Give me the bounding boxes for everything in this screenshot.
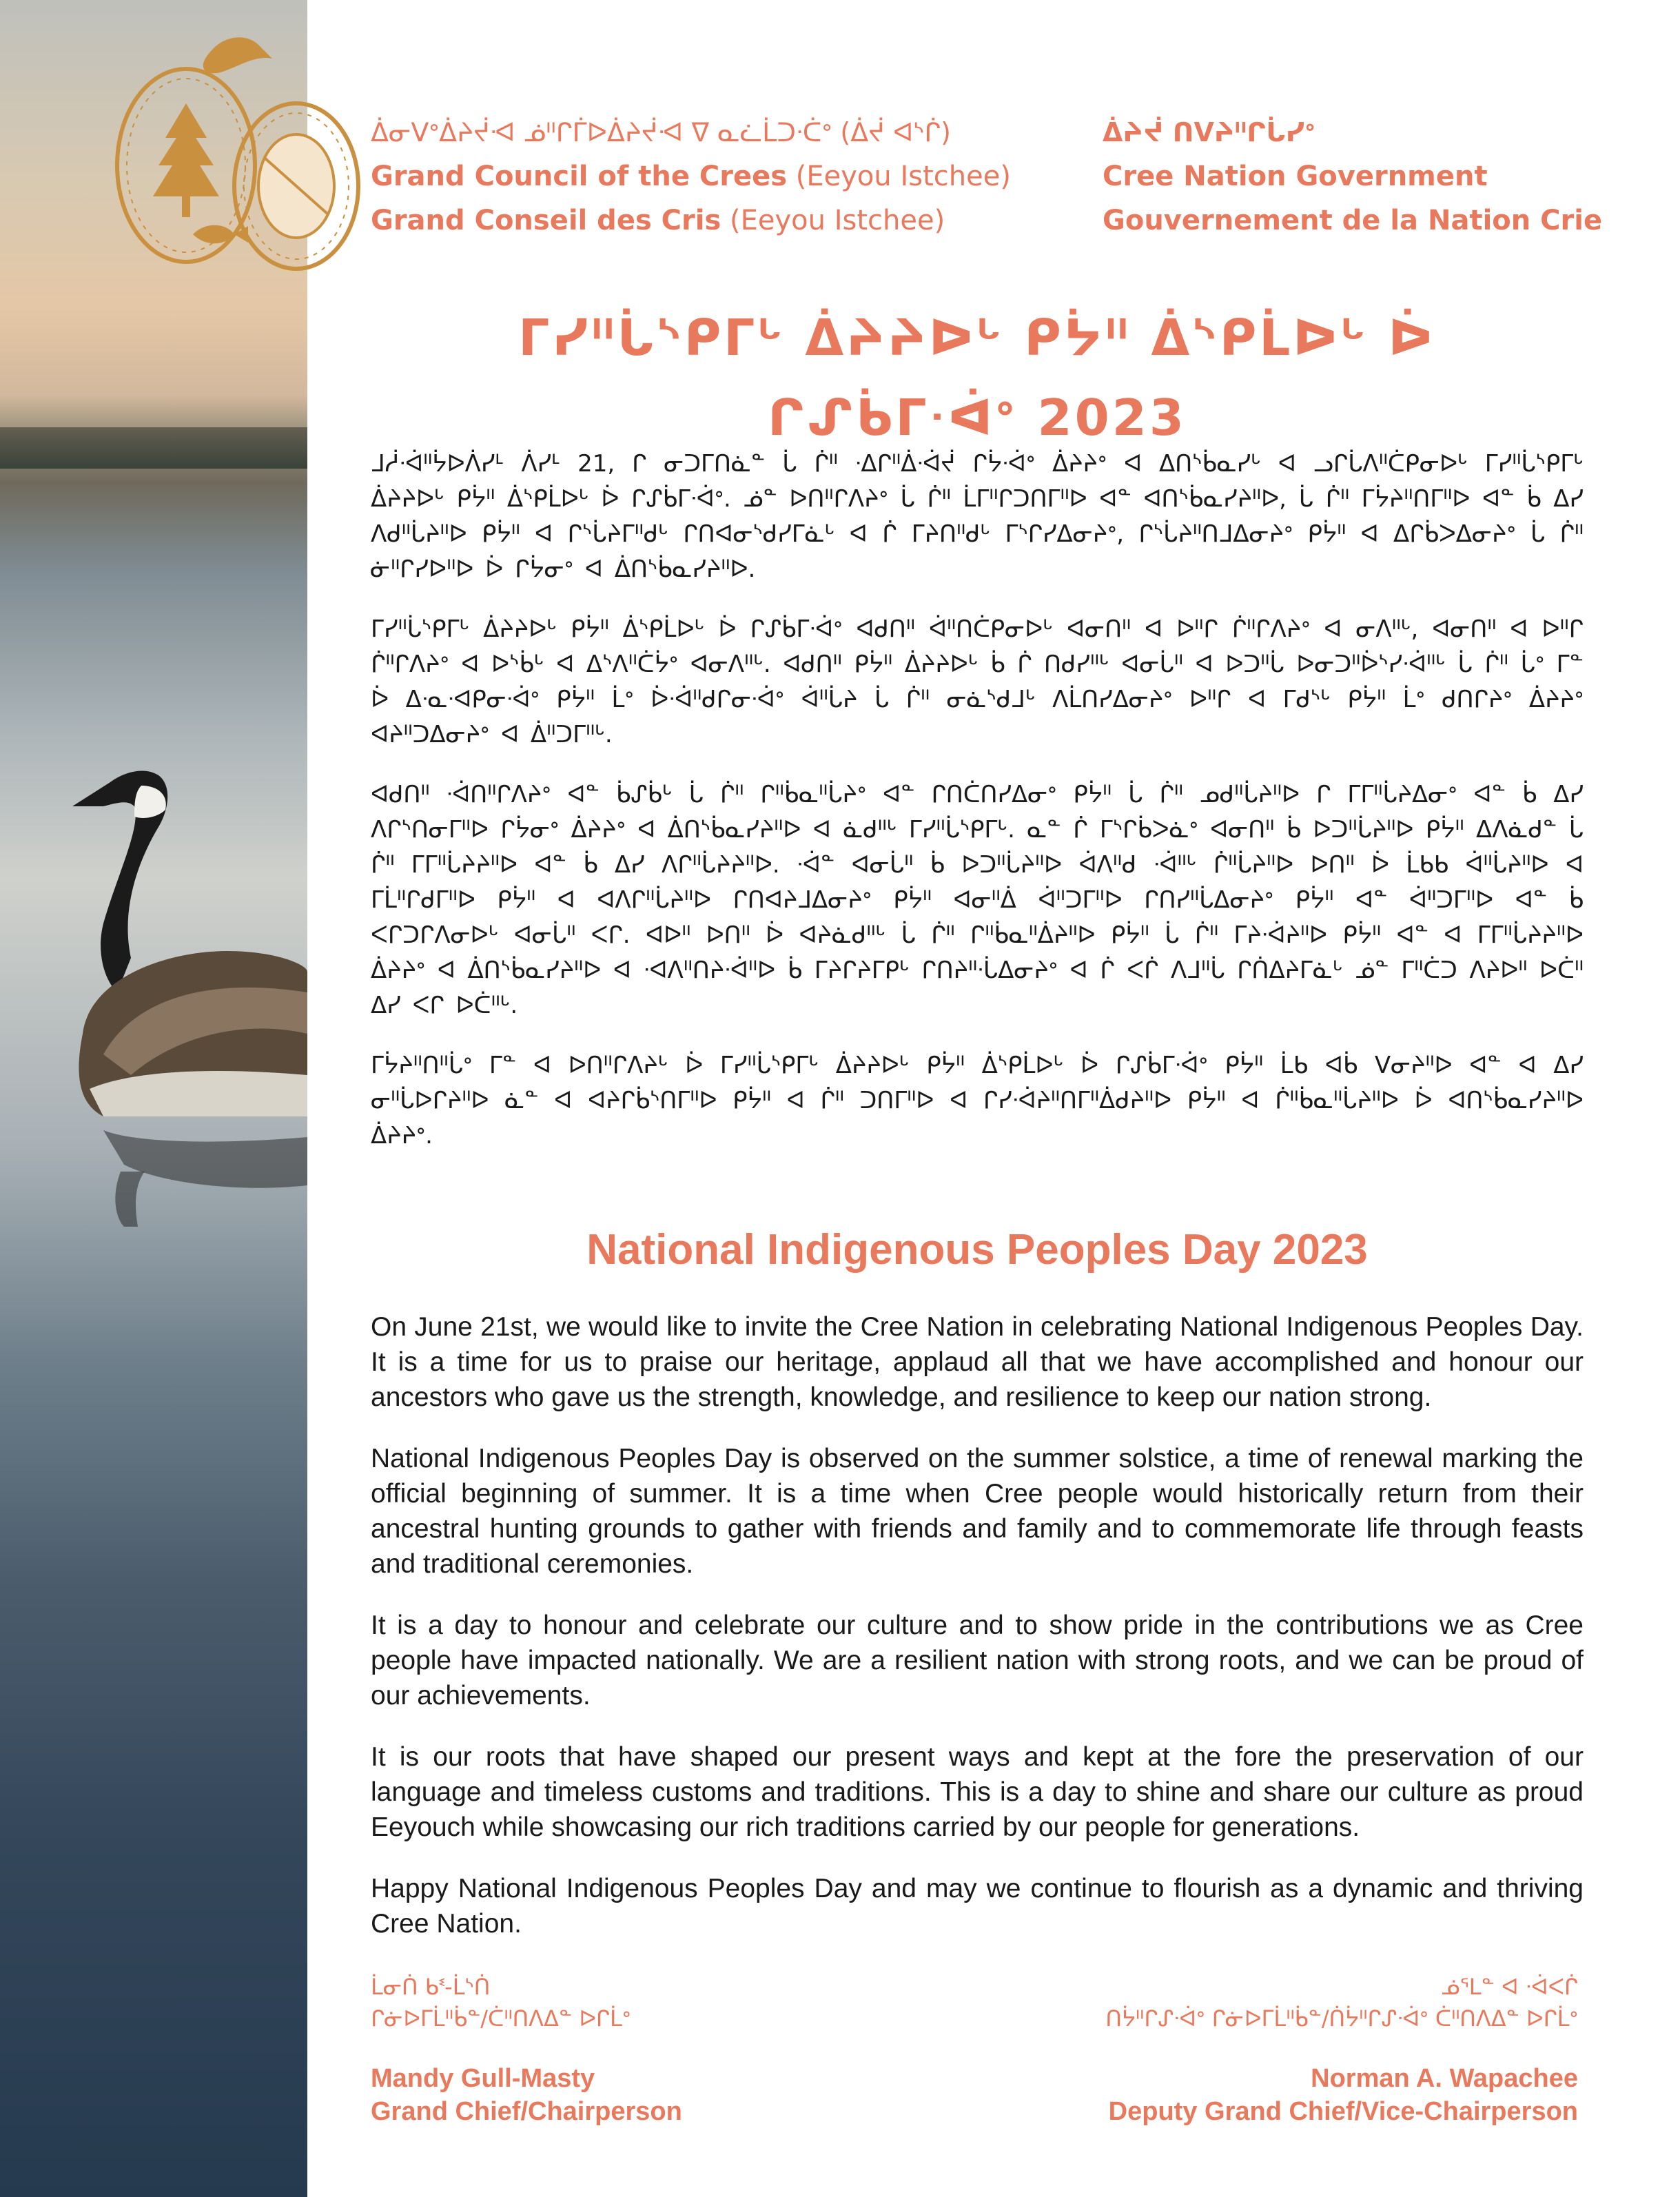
crees-logo (110, 28, 372, 276)
cree-title-line1: ᒥᓯᐦᒑᔅᑭᒥᒡ ᐄᔨᔨᐅᒡ ᑭᔮᐦ ᐄᔅᑭᒫᐅᒡ ᐆ (518, 309, 1436, 367)
canada-goose-image (0, 744, 307, 1227)
signature-right-syl-title: ᑎᔮᐦᒋᔑᐧᐋᐤ ᒋᓃᐅᒥᒫᐦᑳᓐ/ᑏᔮᐦᒋᔑᐧᐋᐤ ᑖᐦᑎᐱᐃᓐ ᐅᒋᒫᐤ (1105, 2005, 1578, 2032)
signature-left (371, 1971, 682, 2128)
gov-name-en-text: Cree Nation Government (1103, 161, 1488, 192)
gov-name-fr (1103, 198, 1602, 243)
header-left-syllabics: ᐄᓂᐯᐤᐄᔨᔫᐗ ᓅᐦᒋᒦᐅᐄᔨᔫᐗ ᐁ ᓇᓛᒫᑐᐧᑖᐤ (ᐄᔫ ᐊᔅᒌ) (371, 117, 951, 147)
header-left (371, 110, 1011, 243)
signature-right-title: Deputy Grand Chief/Vice-Chairperson (1108, 2097, 1578, 2126)
english-body (371, 1309, 1584, 1968)
header-right (1103, 110, 1602, 243)
org-name-fr-bold: Grand Conseil des Cris (371, 205, 721, 236)
cree-title (371, 298, 1584, 458)
cree-paragraph: ᒥᓯᐦᒑᔅᑭᒥᒡ ᐄᔨᔨᐅᒡ ᑭᔮᐦ ᐄᔅᑭᒫᐅᒡ ᐆ ᒋᔑᑳᒥᐧᐋᐤ ᐊᑯᑎᐦ ᐋᐦᑎᑖᑭᓂᐅᒡ ᐊᓂᑎᐦ ᐊ ᐅᐦᒋ ᒌᐦᒋᐱᔨᐤ ᐊ ᓂᐱᐦᒡ, ᐊᓂᑎᐦ ᐊ ᐅᐦᒋ ᒌᐦᒋᐱᔨᐤ ᐊ ᐅᔅᑳᒡ ᐊ ᐃᔅᐱᐦᑖᔮᐤ ᐊᓂᐱᐦᒡ. ᐊᑯᑎᐦ ᑭᔮᐦ ᐄᔨᔨᐅᒡ ᑳ ᒌ ᑎᑯᓯᐦᒡ ᐊᓂᒑᐦ ᐊ ᐅᑐᐦᒑ ᐅᓂᑐᐦᐆᔅᓯᐧᐋᐦᒡ ᒑ ᒌᐦ ᒑᐤ ᒥᓐ ᐆ ᐃᐧᓇᐧᐊᑭᓂᐧᐋᐤ ᑭᔮᐦ ᒫᐤ ᐆᐧᐋᐦᑯᒋᓂᐧᐋᐤ ᐋᐦᒑᔨ ᒑ ᒌᐦ ᓂᓈᔅᑯᒧᒡ ᐱᒫᑎᓯᐃᓂᔨᐤ ᐅᐦᒋ ᐊ ᒥᑯᔅᒡ ᑭᔮᐦ ᒫᐤ ᑯᑎᒋᔨᐤ ᐄᔨᔨᐤ ᐊᔨᐦᑐᐃᓂᔨᐤ ᐊ ᐄᐦᑐᒥᐦᒡ. (371, 615, 1584, 748)
org-name-fr (371, 198, 1011, 243)
cree-title-line2: ᒋᔑᑳᒥᐧᐋᐤ 2023 (768, 389, 1187, 447)
treeline (0, 427, 307, 469)
org-name-en-paren: (Eeyou Istchee) (795, 161, 1011, 192)
english-paragraph: It is our roots that have shaped our present ways and kept at the fore the preservation of our language and timeless customs and traditions. This is a day to shine and share our culture as proud Eeyouch while showcasing our rich traditions carried by our people for generations. (371, 1742, 1584, 1842)
signature-right-syl-name: ᓅᕐᒪᓐ ᐊ ᐧᐋᐸᒌ (1441, 1974, 1578, 2000)
english-title: National Indigenous Peoples Day 2023 (586, 1226, 1368, 1274)
gov-name-en (1103, 154, 1602, 198)
signature-left-title: Grand Chief/Chairperson (371, 2097, 682, 2126)
org-name-en (371, 154, 1011, 198)
org-name-fr-paren: (Eeyou Istchee) (730, 205, 945, 236)
signature-left-syl-name: ᒫᓂᑏ ᑲᓫ-ᒫᔅᑏ (371, 1974, 491, 2000)
org-name-en-bold: Grand Council of the Crees (371, 161, 788, 192)
cree-body (371, 447, 1584, 1178)
english-paragraph: Happy National Indigenous Peoples Day and may we continue to flourish as a dynamic and thriving Cree Nation. (371, 1874, 1584, 1939)
signature-left-syl-title: ᒋᓃᐅᒥᒫᐦᑳᓐ/ᑖᐦᑎᐱᐃᓐ ᐅᒋᒫᐤ (371, 2005, 631, 2032)
gov-name-fr-text: Gouvernement de la Nation Crie (1103, 205, 1603, 236)
cree-paragraph: ᒥᔮᔨᐦᑎᐦᒑᐤ ᒥᓐ ᐊ ᐅᑎᐦᒋᐱᔨᒡ ᐆ ᒥᓯᐦᒑᔅᑭᒥᒡ ᐄᔨᔨᐅᒡ ᑭᔮᐦ ᐄᔅᑭᒫᐅᒡ ᐆ ᒋᔑᑳᒥᐧᐋᐤ ᑭᔮᐦ ᒫᑲ ᐊᑳ ᐯᓂᔨᐦᐅ ᐊᓐ ᐊ ᐃᓯ ᓂᐦᒑᐅᒋᔨᐦᐅ ᓈᓐ ᐊ ᐊᔨᒋᑳᔅᑎᒥᐦᐅ ᑭᔮᐦ ᐊ ᒌᐦ ᑐᑎᒥᐦᐅ ᐊ ᒋᓯᐧᐋᔨᐦᑎᒥᐦᐄᑯᔨᐦᐅ ᑭᔮᐦ ᐊ ᒌᐦᑳᓇᐦᒑᔨᐦᐅ ᐆ ᐊᑎᔅᑳᓇᓯᔨᐦᐅ ᐄᔨᔨᐤ. (371, 1052, 1584, 1149)
lake-photo-band (0, 0, 307, 2197)
header-right-syllabics: ᐄᔨᔫ ᑎᐯᔨᐦᒋᒑᓯᐤ (1103, 117, 1315, 147)
english-paragraph: National Indigenous Peoples Day is observed on the summer solstice, a time of renewal marking the official beginning of summer. It is a time when Cree people would historically return from their ancestral hunting grounds to gather with friends and family and to commemorate life through feasts and traditional ceremonies. (371, 1444, 1584, 1579)
english-paragraph: On June 21st, we would like to invite the Cree Nation in celebrating National Indigenous Peoples Day. It is a time for us to praise our heritage, applaud all that we have accomplished and honour our ancestors who gave us the strength, knowledge, and resilience to keep our nation strong. (371, 1312, 1584, 1412)
signature-right (1105, 1971, 1578, 2128)
cree-paragraph: ᒧᓲᐧᐋᐦᔮᐅᐲᓯᒻ ᐲᓯᒻ 21, ᒋ ᓂᑐᒥᑎᓈᓐ ᒑ ᒌᐦ ᐧᐃᒋᐦᐄᐧᐋᔫ ᒋᔮᐧᐋᐤ ᐄᔨᔨᐤ ᐊ ᐃᑎᔅᑳᓇᓯᒡ ᐊ ᓗᒋᒑᐱᐦᑖᑭᓂᐅᒡ ᒥᓯᐦᒑᔅᑭᒥᒡ ᐄᔨᔨᐅᒡ ᑭᔮᐦ ᐄᔅᑭᒫᐅᒡ ᐆ ᒋᔑᑳᒥᐧᐋᐤ. ᓅᓐ ᐅᑎᐦᒋᐱᔨᐤ ᒑ ᒌᐦ ᒫᒥᐦᒋᑐᑎᒥᐦᐅ ᐊᓐ ᐊᑎᔅᑳᓇᓯᔨᐦᐅ, ᒑ ᒌᐦ ᒥᔮᔨᐦᑎᒥᐦᐅ ᐊᓐ ᑳ ᐃᓯ ᐱᑯᐦᒑᔨᐦᐅ ᑭᔮᐦ ᐊ ᒋᔅᒑᔨᒥᐦᑯᒡ ᒋᑎᐊᓂᔅᑯᓯᒥᓈᒡ ᐊ ᒌ ᒥᔨᑎᐦᑯᒡ ᒥᔅᒋᓯᐃᓂᔨᐤ, ᒋᔅᒑᔨᐦᑎᒧᐃᓂᔨᐤ ᑭᔮᐦ ᐊ ᐃᒋᑳᐳᐃᓂᔨᐤ ᒑ ᒌᐦ ᓃᐦᒋᓯᐅᐦᐅ ᐆ ᒋᔮᓂᐤ ᐊ ᐄᑎᔅᑳᓇᓯᔨᐦᐅ. (371, 450, 1584, 583)
signature-right-name: Norman A. Wapachee (1311, 2064, 1578, 2093)
cree-paragraph: ᐊᑯᑎᐦ ᐧᐋᑎᐦᒋᐱᔨᐤ ᐊᓐ ᑳᔑᑳᒡ ᒑ ᒌᐦ ᒋᐦᑳᓇᐦᒑᔨᐤ ᐊᓐ ᒋᑎᑖᑎᓯᐃᓂᐤ ᑭᔮᐦ ᒑ ᒌᐦ ᓄᑯᐦᒑᔨᐦᐅ ᒋ ᒥᒥᐦᒑᔨᐃᓂᐤ ᐊᓐ ᑳ ᐃᓯ ᐱᒋᔅᑎᓂᒥᐦᐅ ᒋᔮᓂᐤ ᐄᔨᔨᐤ ᐊ ᐄᑎᔅᑳᓇᓯᔨᐦᐅ ᐊ ᓈᑯᐦᒡ ᒥᓯᐦᒑᔅᑭᒥᒡ. ᓇᓐ ᒌ ᒥᔅᒋᑳᐳᓈᐤ ᐊᓂᑎᐦ ᑳ ᐅᑐᐦᒑᔨᐦᐅ ᑭᔮᐦ ᐃᐱᓈᑯᓐ ᒑ ᒌᐦ ᒥᒥᐦᒑᔨᔨᐦᐅ ᐊᓐ ᑳ ᐃᓯ ᐱᒋᐦᒑᔨᔨᐦᐅ. ᐧᐋᓐ ᐊᓂᒑᐦ ᑳ ᐅᑐᐦᒑᔨᐦᐅ ᐋᐱᐦᑯ ᐧᐋᐦᒡ ᒌᐦᒑᔨᐦᐅ ᐅᑎᐦ ᐆ ᒫᑲᑲ ᐋᐦᒑᔨᐦᐅ ᐊ ᒥᒫᐦᒋᑯᒥᐦᐅ ᑭᔮᐦ ᐊ ᐊᐱᒋᐦᒑᔨᐦᐅ ᒋᑎᐊᔨᒧᐃᓂᔨᐤ ᑭᔮᐦ ᐊᓂᐦᐄ ᐋᐦᑐᒥᐦᐅ ᒋᑎᓯᐦᒑᐃᓂᔨᐤ ᑭᔮᐦ ᐊᓐ ᐋᐦᑐᒥᐦᐅ ᐊᓐ ᑳ ᐸᒋᑐᒋᐱᓂᐅᒡ ᐊᓂᒑᐦ ᐸᒋ. ᐊᐅᐦ ᐅᑎᐦ ᐆ ᐊᔨᓈᑯᐦᒡ ᒑ ᒌᐦ ᒋᐦᑳᓇᐦᐄᔨᐦᐅ ᑭᔮᐦ ᒑ ᒌᐦ ᒥᔨᐧᐋᔨᐦᐅ ᑭᔮᐦ ᐊᓐ ᐊ ᒥᒥᐦᒑᔨᔨᐦᐅ ᐄᔨᔨᐤ ᐊ ᐄᑎᔅᑳᓇᓯᔨᐦᐅ ᐊ ᐧᐊᐱᐦᑎᔨᐧᐋᐦᐅ ᑳ ᒥᔨᒋᔨᒥᑭᒡ ᒋᑎᔨᐦᐧᒑᐃᓂᔨᐤ ᐊ ᒌ ᐸᒌ ᐱᒧᐦᒑ ᒋᑏᐃᔨᒥᓈᒡ ᓅᓐ ᒥᐦᑖᑐ ᐱᔨᐅᐦ ᐅᑖᐦ ᐃᓯ ᐸᒋ ᐅᑖᐦᒡ. (371, 781, 1584, 1019)
english-paragraph: It is a day to honour and celebrate our culture and to show pride in the contributions we as Cree people have impacted nationally. We are a resilient nation with strong roots, and we can be proud of our achievements. (371, 1611, 1584, 1710)
signature-left-name: Mandy Gull-Masty (371, 2064, 595, 2093)
